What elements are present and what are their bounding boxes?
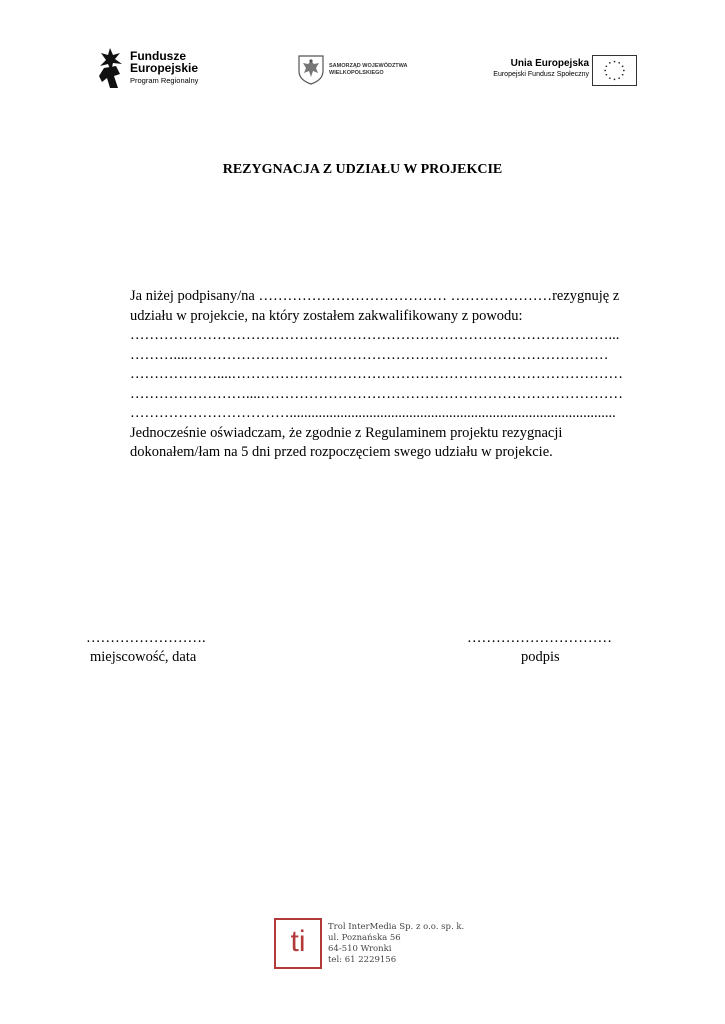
wielkopolska-logo xyxy=(298,55,418,87)
company-address xyxy=(328,922,464,966)
paragraph-line: dokonałem/łam na 5 dni przed rozpoczęciem swego udziału w projekcie. xyxy=(130,444,553,460)
star-figure-icon xyxy=(98,48,124,88)
paragraph-line: ………………....……………………………………………………………………… xyxy=(130,366,623,382)
eu-flag-icon xyxy=(592,55,637,86)
paragraph-line: Jednocześnie oświadczam, że zgodnie z Regulaminem projektu rezygnacji xyxy=(130,424,563,441)
address-line: ul. Poznańska 56 xyxy=(328,933,401,943)
document-title: REZYGNACJA Z UDZIAŁU W PROJEKCIE xyxy=(222,162,503,177)
ti-logo-letters: ti xyxy=(290,925,306,958)
trol-intermedia-logo xyxy=(274,918,322,969)
paragraph-line: …………………………….......................................................................................... xyxy=(130,405,616,421)
eu-logo-text xyxy=(493,57,589,80)
fe-logo-line2: Europejskie xyxy=(130,61,199,75)
paragraph-line: udziału w projekcie, na który zostałem zakwalifikowany z powodu: xyxy=(130,307,523,324)
fe-logo-line1: Fundusze xyxy=(130,49,186,63)
place-date-label: miejscowość, data xyxy=(90,649,197,665)
address-line: Trol InterMedia Sp. z o.o. sp. k. xyxy=(328,922,465,932)
signature-dots: ………………………… xyxy=(467,630,612,646)
wlkp-logo-text xyxy=(329,63,408,77)
resignation-paragraph xyxy=(130,287,640,463)
address-line: tel: 61 2229156 xyxy=(328,955,397,965)
wlkp-logo-line2: WIELKOPOLSKIEGO xyxy=(329,70,384,76)
eu-logo-line2: Europejski Fundusz Społeczny xyxy=(493,71,589,78)
wlkp-logo-line1: SAMORZĄD WOJEWÓDZTWA xyxy=(329,63,408,69)
fundusze-europejskie-logo xyxy=(98,48,208,92)
paragraph-line: Ja niżej podpisany/na ………………………………… …………………rezygnuję z xyxy=(130,288,620,304)
fe-logo-line3: Program Regionalny xyxy=(130,76,199,85)
paragraph-line: ………....…………………………………………………………………………… xyxy=(130,346,609,363)
fe-logo-text xyxy=(130,50,198,87)
signature-label: podpis xyxy=(521,649,560,665)
paragraph-line: ……………………....………………………………………………………………… xyxy=(130,385,623,402)
address-line: 64-510 Wronki xyxy=(328,944,392,954)
eagle-shield-icon xyxy=(298,55,324,85)
eu-logo-line1: Unia Europejska xyxy=(510,58,589,69)
paragraph-line: ………………………………………………………………………………………... xyxy=(130,327,620,343)
unia-europejska-logo xyxy=(482,52,637,88)
place-date-dots: ……………………. xyxy=(86,630,206,646)
